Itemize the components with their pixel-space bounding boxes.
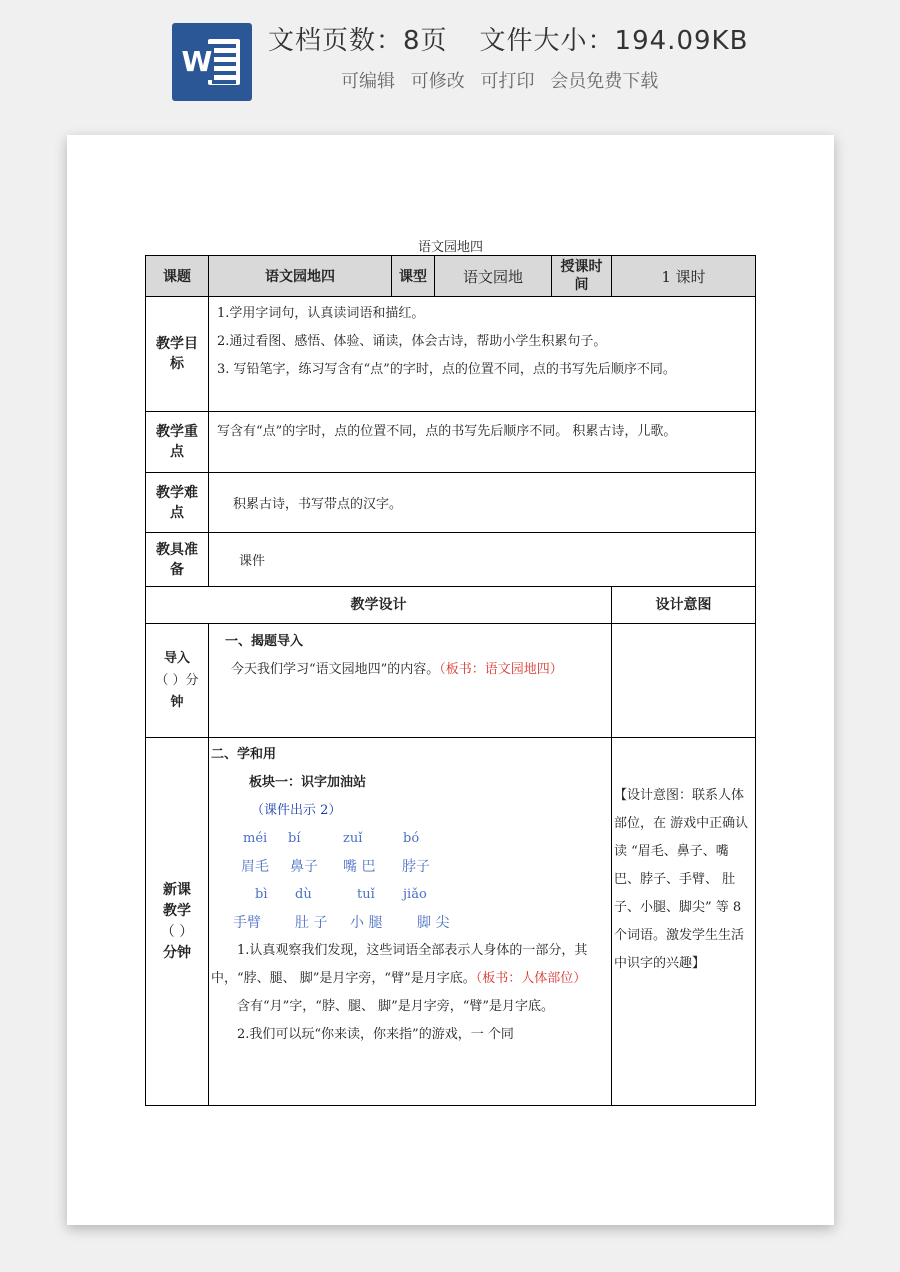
feature-modifiable: 可修改: [410, 71, 465, 92]
row-design-header: [146, 587, 756, 624]
new-block: 板块一：识字加油站: [249, 775, 367, 790]
word-zuiba: 嘴 巴: [343, 859, 376, 875]
new-label-3: （ ）: [160, 923, 194, 940]
intro-label-1: 导入: [163, 650, 190, 666]
para1-board: （板书：人体部位）: [475, 971, 587, 986]
label-intro: [146, 624, 209, 738]
word-xiaotui: 小 腿: [350, 915, 383, 931]
intent-header: 设计意图: [612, 587, 756, 624]
newlesson-content: [209, 738, 612, 1106]
goal-3: 3. 写铅笔字，练习写含有“点”的字时，点的位置不同，点的书写先后顺序不同。: [217, 362, 676, 377]
row-newlesson: [146, 738, 756, 1106]
word-shoubi: 手臂: [233, 915, 261, 931]
word-file-icon: [172, 23, 252, 101]
feature-printable: 可打印: [480, 71, 535, 92]
tools-content: 课件: [209, 533, 756, 587]
goals-content: [209, 297, 756, 412]
value-topic: 语文园地四: [209, 256, 392, 297]
label-goals: 教学目标: [146, 297, 209, 412]
intro-text: [211, 656, 609, 684]
document-title: 语文园地四: [417, 240, 483, 255]
intro-label-3: 钟: [170, 694, 184, 710]
row-topic: [146, 256, 756, 297]
label-topic: 课题: [146, 256, 209, 297]
row-goals: [146, 297, 756, 412]
word-duzi: 肚 子: [295, 915, 328, 931]
pinyin-zui: zuǐ: [343, 831, 363, 846]
word-bizi: 鼻子: [290, 859, 318, 875]
difficulty-content: 积累古诗，书写带点的汉字。: [209, 473, 756, 533]
new-courseware: （课件出示 2）: [251, 803, 342, 818]
para1-text: 1.认真观察我们发现，这些词语全部表示人身体的一部分，其中，“脖、腿、 脚”是月字旁，“臂”是月字底。: [211, 943, 588, 986]
design-header: 教学设计: [146, 587, 612, 624]
row-difficulty: [146, 473, 756, 533]
new-heading: 二、学和用: [211, 747, 277, 762]
pinyin-row-1: [211, 825, 609, 853]
page-count: 文档页数：8页: [268, 26, 448, 56]
row-focus: [146, 412, 756, 473]
lesson-plan-table: [145, 255, 756, 1106]
feature-list: [341, 67, 668, 93]
word-bozi: 脖子: [402, 859, 430, 875]
new-para-3: 2.我们可以玩“你来读，你来指”的游戏，一 个同: [237, 1027, 514, 1042]
label-difficulty: 教学难点: [146, 473, 209, 533]
label-newlesson: [146, 738, 209, 1106]
pinyin-bo: bó: [403, 831, 420, 846]
new-label-4: 分钟: [163, 944, 191, 961]
new-para-1: [211, 937, 609, 993]
value-type: 语文园地: [435, 256, 552, 297]
pinyin-row-2: [211, 881, 609, 909]
intro-intent: [612, 624, 756, 738]
intro-board: （板书：语文园地四）: [439, 662, 563, 677]
new-label-2: 教学: [163, 902, 191, 919]
file-info: [268, 20, 780, 57]
label-time: 授课时间: [552, 256, 612, 297]
newlesson-intent: 【设计意图：联系人体部位，在 游戏中正确认读 “眉毛、鼻子、嘴 巴、脖子、手臂、 肚子、小腿、脚尖” 等 8 个词语。激发学生生活中识字的兴趣】: [612, 738, 756, 1106]
row-intro: [146, 624, 756, 738]
intro-label-2: （ ）分: [155, 672, 199, 688]
goal-2: 2.通过看图、感悟、体验、诵读，体会古诗，帮助小学生积累句子。: [217, 334, 607, 349]
pinyin-jiao: jiǎo: [403, 887, 427, 902]
new-para-2: 含有“月”字，“脖、腿、 脚”是月字旁，“臂”是月字底。: [237, 999, 555, 1014]
word-meimao: 眉毛: [241, 859, 269, 875]
value-time: 1 课时: [612, 256, 756, 297]
intro-heading: 一、揭题导入: [225, 634, 304, 649]
feature-editable: 可编辑: [341, 71, 395, 92]
word-row-2: [211, 909, 609, 937]
feature-member-download: 会员免费下载: [550, 71, 659, 92]
new-label-1: 新课: [163, 881, 191, 898]
word-row-1: [211, 853, 609, 881]
label-focus: 教学重点: [146, 412, 209, 473]
goal-1: 1.学用字词句，认真读词语和描红。: [217, 306, 425, 321]
label-type: 课型: [392, 256, 435, 297]
intro-content: [209, 624, 612, 738]
document-page: [67, 135, 834, 1225]
pinyin-mei: méi: [243, 831, 268, 846]
pinyin-bi: bí: [288, 831, 301, 846]
row-tools: [146, 533, 756, 587]
pinyin-bi4: bì: [255, 887, 268, 902]
intro-sentence: 今天我们学习“语文园地四”的内容。: [231, 662, 440, 677]
pinyin-tui: tuǐ: [357, 887, 375, 902]
label-tools: 教具准备: [146, 533, 209, 587]
pinyin-du: dù: [295, 887, 312, 902]
file-size: 文件大小：194.09KB: [479, 26, 749, 56]
focus-content: 写含有“点”的字时，点的位置不同，点的书写先后顺序不同。 积累古诗，儿歌。: [209, 412, 756, 473]
word-letter: W: [181, 45, 213, 78]
word-jiaojian: 脚 尖: [417, 915, 450, 931]
